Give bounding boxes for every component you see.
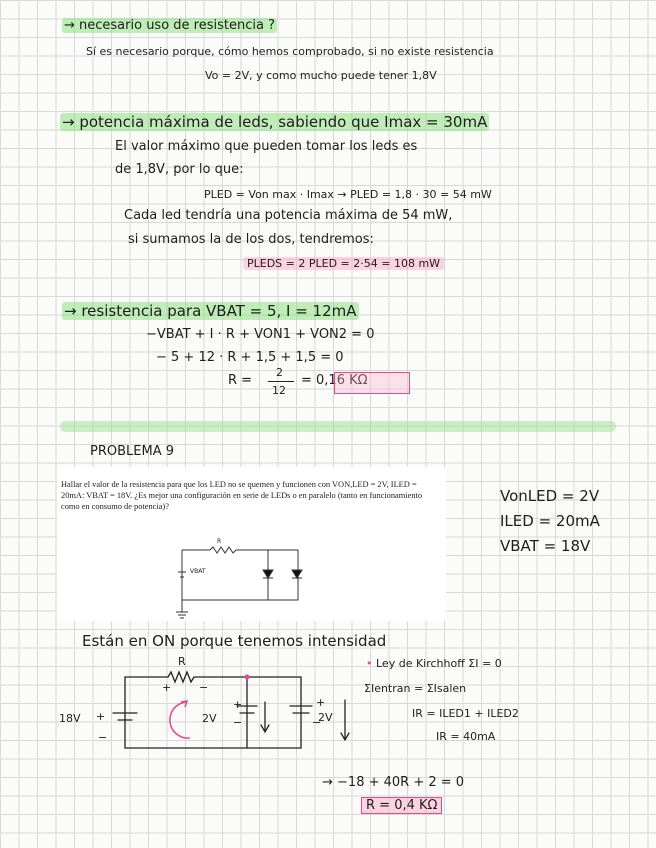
circuit-label-v2: 2V [318,711,333,724]
circuit-minus-v2: − [312,716,322,729]
circuit-plus-src: + [96,710,106,723]
final-result: R = 0,4 KΩ [361,798,442,813]
fig-label-r: R [217,538,222,545]
current-eq2: IR = 40mA [436,730,496,743]
circuit-minus-v1: − [233,716,243,729]
fig-label-vbat: VBAT [190,568,206,575]
section2-heading: → potencia máxima de leds, sabiendo que Imax = 30mA [62,113,488,131]
solution-line1: Están en ON porque tenemos intensidad [82,632,387,650]
section3-eq3-left: R = [228,373,253,388]
section3-heading: → resistencia para VBAT = 5, I = 12mA [64,302,357,320]
section1-heading: → necesario uso de resistencia ? [64,18,275,33]
problem-statement: Hallar el valor de la resistencia para que los LED no se quemen y funcionen con VON,LED = 2V, ILED = 20mA: VBAT = 18V. ¿Es mejor una configuración en serie de LEDs o en paralelo (tanto en funcionamiento como en consumo de potencia)? [61,480,423,511]
circuit-plus-v1: + [233,698,243,711]
kirchhoff-sum: ΣIentran = ΣIsalen [364,682,467,695]
circuit-minus-src: − [98,731,108,744]
problem-title: PROBLEMA 9 [90,444,174,459]
section2-line1: El valor máximo que pueden tomar los leds es [115,139,418,154]
section2-result: PLEDS = 2 PLED = 2·54 = 108 mW [243,257,444,270]
section3-eq3-den: 12 [272,384,286,397]
circuit-plus-v2: + [316,696,326,709]
section2-line2: de 1,8V, por lo que: [115,162,244,177]
given-iled: ILED = 20mA [500,512,600,530]
section2-line3: Cada led tendría una potencia máxima de 54 mW, [124,208,453,223]
section3-eq2: − 5 + 12 · R + 1,5 + 1,5 = 0 [156,350,344,365]
given-von: VonLED = 2V [500,487,600,505]
kirchhoff-law: • Ley de Kirchhoff ΣI = 0 [366,657,502,670]
given-vbat: VBAT = 18V [500,537,591,555]
circuit-label-v1: 2V [202,712,217,725]
circuit-minus-r: − [199,681,209,694]
section3-eq1: −VBAT + I · R + VON1 + VON2 = 0 [146,327,375,342]
section1-line1: Sí es necesario porque, cómo hemos comprobado, si no existe resistencia [86,45,494,58]
current-eq1: IR = ILED1 + ILED2 [412,707,519,720]
section3-eq3-result: = 0,16 KΩ [301,373,368,388]
section2-line4: si sumamos la de los dos, tendremos: [128,232,374,247]
section3-eq3-num: 2 [276,366,283,379]
circuit-label-source: 18V [59,712,81,725]
final-equation: → −18 + 40R + 2 = 0 [322,775,465,790]
circuit-label-r: R [178,655,186,668]
section2-formula: PLED = Von max · Imax → PLED = 1,8 · 30 = 54 mW [204,188,492,201]
circuit-plus-r: + [162,681,172,694]
section1-line2: Vo = 2V, y como mucho puede tener 1,8V [205,69,437,82]
